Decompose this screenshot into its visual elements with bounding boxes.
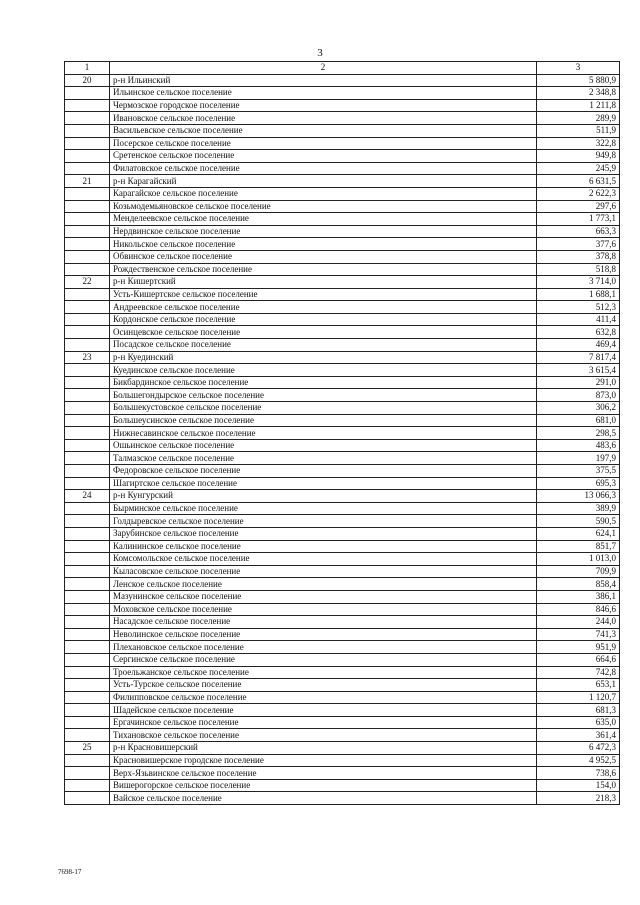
row-value: 244,0 bbox=[537, 616, 620, 629]
row-number bbox=[65, 112, 110, 125]
table-row bbox=[65, 465, 620, 478]
row-number bbox=[65, 641, 110, 654]
row-value: 483,6 bbox=[537, 439, 620, 452]
row-name: Голдыревское сельское поселение bbox=[110, 515, 537, 528]
row-value: 378,8 bbox=[537, 250, 620, 263]
row-number bbox=[65, 502, 110, 515]
row-number bbox=[65, 313, 110, 326]
row-value: 197,9 bbox=[537, 452, 620, 465]
header-col-1: 1 bbox=[65, 62, 110, 75]
row-number bbox=[65, 124, 110, 137]
row-name: Неволинское сельское поселение bbox=[110, 628, 537, 641]
row-name: Нердвинское сельское поселение bbox=[110, 225, 537, 238]
row-name: Филатовское сельское поселение bbox=[110, 162, 537, 175]
row-name: Шагиртское сельское поселение bbox=[110, 477, 537, 490]
table-row bbox=[65, 628, 620, 641]
row-number bbox=[65, 250, 110, 263]
row-name: р-н Кишертский bbox=[110, 276, 537, 289]
row-value: 6 631,5 bbox=[537, 175, 620, 188]
row-number bbox=[65, 213, 110, 226]
row-number bbox=[65, 288, 110, 301]
page-number: 3 bbox=[317, 47, 323, 59]
table-row bbox=[65, 716, 620, 729]
row-number bbox=[65, 452, 110, 465]
row-number bbox=[65, 704, 110, 717]
row-name: Сергинское сельское поселение bbox=[110, 653, 537, 666]
table-row bbox=[65, 301, 620, 314]
row-name: Насадское сельское поселение bbox=[110, 616, 537, 629]
row-number bbox=[65, 376, 110, 389]
row-name: Куединское сельское поселение bbox=[110, 364, 537, 377]
row-name: Вайское сельское поселение bbox=[110, 792, 537, 805]
table-row bbox=[65, 603, 620, 616]
row-value: 289,9 bbox=[537, 112, 620, 125]
row-number bbox=[65, 99, 110, 112]
table-row bbox=[65, 250, 620, 263]
table-row bbox=[65, 540, 620, 553]
row-value: 663,3 bbox=[537, 225, 620, 238]
row-value: 590,5 bbox=[537, 515, 620, 528]
row-value: 154,0 bbox=[537, 779, 620, 792]
table-row bbox=[65, 565, 620, 578]
row-name: Нижнесавинское сельское поселение bbox=[110, 427, 537, 440]
row-name: Большегондырское сельское поселение bbox=[110, 389, 537, 402]
row-value: 13 066,3 bbox=[537, 490, 620, 503]
row-number bbox=[65, 679, 110, 692]
row-number bbox=[65, 616, 110, 629]
document-code: 7698-17 bbox=[58, 868, 82, 876]
row-number bbox=[65, 402, 110, 415]
row-name: Моховское сельское поселение bbox=[110, 603, 537, 616]
table-row bbox=[65, 150, 620, 163]
row-name: Мазунинское сельское поселение bbox=[110, 590, 537, 603]
row-value: 297,6 bbox=[537, 200, 620, 213]
row-number bbox=[65, 754, 110, 767]
row-value: 3 615,4 bbox=[537, 364, 620, 377]
row-value: 1 013,0 bbox=[537, 553, 620, 566]
row-number bbox=[65, 439, 110, 452]
row-value: 951,9 bbox=[537, 641, 620, 654]
row-value: 361,4 bbox=[537, 729, 620, 742]
row-name: Андреевское сельское поселение bbox=[110, 301, 537, 314]
row-number: 20 bbox=[65, 74, 110, 87]
table-row bbox=[65, 313, 620, 326]
row-number: 24 bbox=[65, 490, 110, 503]
table-row bbox=[65, 666, 620, 679]
row-number bbox=[65, 578, 110, 591]
budget-table bbox=[64, 61, 620, 805]
row-number bbox=[65, 767, 110, 780]
row-name: Зарубинское сельское поселение bbox=[110, 527, 537, 540]
table-row bbox=[65, 653, 620, 666]
row-name: Плехановское сельское поселение bbox=[110, 641, 537, 654]
row-name: р-н Ильинский bbox=[110, 74, 537, 87]
table-row bbox=[65, 779, 620, 792]
table-row bbox=[65, 452, 620, 465]
row-name: Большекустовское сельское поселение bbox=[110, 402, 537, 415]
table-row bbox=[65, 742, 620, 755]
row-value: 851,7 bbox=[537, 540, 620, 553]
table-row bbox=[65, 515, 620, 528]
row-value: 1 688,1 bbox=[537, 288, 620, 301]
row-number bbox=[65, 150, 110, 163]
row-number: 21 bbox=[65, 175, 110, 188]
row-number bbox=[65, 137, 110, 150]
row-value: 291,0 bbox=[537, 376, 620, 389]
row-number bbox=[65, 477, 110, 490]
row-name: Тихановское сельское поселение bbox=[110, 729, 537, 742]
row-name: Комсомольское сельское поселение bbox=[110, 553, 537, 566]
row-name: Ергачинское сельское поселение bbox=[110, 716, 537, 729]
row-value: 2 622,3 bbox=[537, 187, 620, 200]
row-name: Васильевское сельское поселение bbox=[110, 124, 537, 137]
row-number bbox=[65, 465, 110, 478]
row-name: Шадейское сельское поселение bbox=[110, 704, 537, 717]
row-number bbox=[65, 427, 110, 440]
row-name: р-н Кунгурский bbox=[110, 490, 537, 503]
row-number bbox=[65, 565, 110, 578]
row-value: 7 817,4 bbox=[537, 351, 620, 364]
table-row bbox=[65, 213, 620, 226]
table-row bbox=[65, 553, 620, 566]
table-row bbox=[65, 187, 620, 200]
row-value: 298,5 bbox=[537, 427, 620, 440]
row-name: Бикбардинское сельское поселение bbox=[110, 376, 537, 389]
table-row bbox=[65, 339, 620, 352]
header-col-3: 3 bbox=[537, 62, 620, 75]
row-value: 681,0 bbox=[537, 414, 620, 427]
row-name: р-н Красновишерский bbox=[110, 742, 537, 755]
row-value: 245,9 bbox=[537, 162, 620, 175]
row-name: Ивановское сельское поселение bbox=[110, 112, 537, 125]
table-row bbox=[65, 74, 620, 87]
row-name: Большеусинское сельское поселение bbox=[110, 414, 537, 427]
row-name: Менделеевское сельское поселение bbox=[110, 213, 537, 226]
table-row bbox=[65, 238, 620, 251]
row-number bbox=[65, 339, 110, 352]
row-name: Козьмодемьяновское сельское поселение bbox=[110, 200, 537, 213]
row-name: Карагайское сельское поселение bbox=[110, 187, 537, 200]
row-value: 5 880,9 bbox=[537, 74, 620, 87]
row-number bbox=[65, 225, 110, 238]
table-row bbox=[65, 477, 620, 490]
table-row bbox=[65, 616, 620, 629]
table-row bbox=[65, 679, 620, 692]
row-number bbox=[65, 653, 110, 666]
row-name: Филипповское сельское поселение bbox=[110, 691, 537, 704]
row-name: р-н Куединский bbox=[110, 351, 537, 364]
row-name: Ленское сельское поселение bbox=[110, 578, 537, 591]
row-value: 512,3 bbox=[537, 301, 620, 314]
table-row bbox=[65, 389, 620, 402]
row-value: 738,6 bbox=[537, 767, 620, 780]
row-value: 377,6 bbox=[537, 238, 620, 251]
row-value: 1 773,1 bbox=[537, 213, 620, 226]
table-row bbox=[65, 364, 620, 377]
row-value: 218,3 bbox=[537, 792, 620, 805]
row-name: Никольское сельское поселение bbox=[110, 238, 537, 251]
row-number bbox=[65, 187, 110, 200]
row-value: 632,8 bbox=[537, 326, 620, 339]
table-row bbox=[65, 439, 620, 452]
row-value: 1 211,8 bbox=[537, 99, 620, 112]
row-value: 2 348,8 bbox=[537, 87, 620, 100]
table-row bbox=[65, 427, 620, 440]
row-name: Верх-Язьвинское сельское поселение bbox=[110, 767, 537, 780]
row-number bbox=[65, 628, 110, 641]
row-name: Рождественское сельское поселение bbox=[110, 263, 537, 276]
row-number bbox=[65, 364, 110, 377]
table-row bbox=[65, 704, 620, 717]
header-col-2: 2 bbox=[110, 62, 537, 75]
row-name: Вишерогорское сельское поселение bbox=[110, 779, 537, 792]
row-value: 653,1 bbox=[537, 679, 620, 692]
table-row bbox=[65, 276, 620, 289]
row-name: Талмазское сельское поселение bbox=[110, 452, 537, 465]
row-value: 741,3 bbox=[537, 628, 620, 641]
row-name: Калининское сельское поселение bbox=[110, 540, 537, 553]
table-row bbox=[65, 578, 620, 591]
row-value: 1 120,7 bbox=[537, 691, 620, 704]
row-number: 25 bbox=[65, 742, 110, 755]
table-row bbox=[65, 175, 620, 188]
row-value: 375,5 bbox=[537, 465, 620, 478]
row-value: 949,8 bbox=[537, 150, 620, 163]
row-name: Обвинское сельское поселение bbox=[110, 250, 537, 263]
row-name: Усть-Турское сельское поселение bbox=[110, 679, 537, 692]
row-number bbox=[65, 716, 110, 729]
table-row bbox=[65, 112, 620, 125]
table-row bbox=[65, 502, 620, 515]
row-value: 664,6 bbox=[537, 653, 620, 666]
row-value: 846,6 bbox=[537, 603, 620, 616]
row-number bbox=[65, 162, 110, 175]
row-value: 681,3 bbox=[537, 704, 620, 717]
row-number bbox=[65, 779, 110, 792]
row-name: Сретенское сельское поселение bbox=[110, 150, 537, 163]
row-name: Чермозское городское поселение bbox=[110, 99, 537, 112]
row-value: 411,4 bbox=[537, 313, 620, 326]
row-value: 742,8 bbox=[537, 666, 620, 679]
row-number bbox=[65, 540, 110, 553]
row-number bbox=[65, 389, 110, 402]
table-row bbox=[65, 124, 620, 137]
row-value: 389,9 bbox=[537, 502, 620, 515]
table-row bbox=[65, 792, 620, 805]
row-name: Осинцевское сельское поселение bbox=[110, 326, 537, 339]
row-number bbox=[65, 527, 110, 540]
table-row bbox=[65, 376, 620, 389]
table-row bbox=[65, 288, 620, 301]
table-row bbox=[65, 99, 620, 112]
table-row bbox=[65, 351, 620, 364]
row-name: Федоровское сельское поселение bbox=[110, 465, 537, 478]
table-row bbox=[65, 490, 620, 503]
row-name: Кыласовское сельское поселение bbox=[110, 565, 537, 578]
row-value: 635,0 bbox=[537, 716, 620, 729]
row-value: 4 952,5 bbox=[537, 754, 620, 767]
row-value: 3 714,0 bbox=[537, 276, 620, 289]
row-number bbox=[65, 590, 110, 603]
row-name: Бырминское сельское поселение bbox=[110, 502, 537, 515]
row-number bbox=[65, 691, 110, 704]
table-row bbox=[65, 414, 620, 427]
row-name: р-н Карагайский bbox=[110, 175, 537, 188]
table-row bbox=[65, 641, 620, 654]
table-row bbox=[65, 754, 620, 767]
row-number bbox=[65, 792, 110, 805]
row-value: 624,1 bbox=[537, 527, 620, 540]
row-number bbox=[65, 326, 110, 339]
row-value: 873,0 bbox=[537, 389, 620, 402]
row-value: 306,2 bbox=[537, 402, 620, 415]
row-number: 23 bbox=[65, 351, 110, 364]
table-row bbox=[65, 590, 620, 603]
table-row bbox=[65, 402, 620, 415]
table-row bbox=[65, 729, 620, 742]
table-row bbox=[65, 200, 620, 213]
row-value: 518,8 bbox=[537, 263, 620, 276]
row-number bbox=[65, 87, 110, 100]
row-number bbox=[65, 263, 110, 276]
table-row bbox=[65, 691, 620, 704]
row-name: Посерское сельское поселение bbox=[110, 137, 537, 150]
row-number bbox=[65, 515, 110, 528]
row-number bbox=[65, 553, 110, 566]
row-name: Красновишерское городское поселение bbox=[110, 754, 537, 767]
row-number bbox=[65, 414, 110, 427]
table-row bbox=[65, 767, 620, 780]
row-number bbox=[65, 238, 110, 251]
row-value: 322,8 bbox=[537, 137, 620, 150]
row-name: Ошьинское сельское поселение bbox=[110, 439, 537, 452]
row-value: 386,1 bbox=[537, 590, 620, 603]
row-value: 6 472,3 bbox=[537, 742, 620, 755]
row-name: Усть-Кишертское сельское поселение bbox=[110, 288, 537, 301]
table-row bbox=[65, 527, 620, 540]
row-name: Кордонское сельское поселение bbox=[110, 313, 537, 326]
row-number bbox=[65, 301, 110, 314]
row-value: 695,3 bbox=[537, 477, 620, 490]
row-name: Троельжанское сельское поселение bbox=[110, 666, 537, 679]
table-row bbox=[65, 263, 620, 276]
row-name: Посадское сельское поселение bbox=[110, 339, 537, 352]
row-number: 22 bbox=[65, 276, 110, 289]
row-number bbox=[65, 603, 110, 616]
row-name: Ильинское сельское поселение bbox=[110, 87, 537, 100]
table-row bbox=[65, 87, 620, 100]
table-row bbox=[65, 162, 620, 175]
row-number bbox=[65, 666, 110, 679]
row-value: 469,4 bbox=[537, 339, 620, 352]
table-row bbox=[65, 225, 620, 238]
table-header-row bbox=[65, 62, 620, 75]
table-row bbox=[65, 326, 620, 339]
table-row bbox=[65, 137, 620, 150]
row-number bbox=[65, 200, 110, 213]
row-value: 858,4 bbox=[537, 578, 620, 591]
row-value: 511,9 bbox=[537, 124, 620, 137]
row-value: 709,9 bbox=[537, 565, 620, 578]
row-number bbox=[65, 729, 110, 742]
